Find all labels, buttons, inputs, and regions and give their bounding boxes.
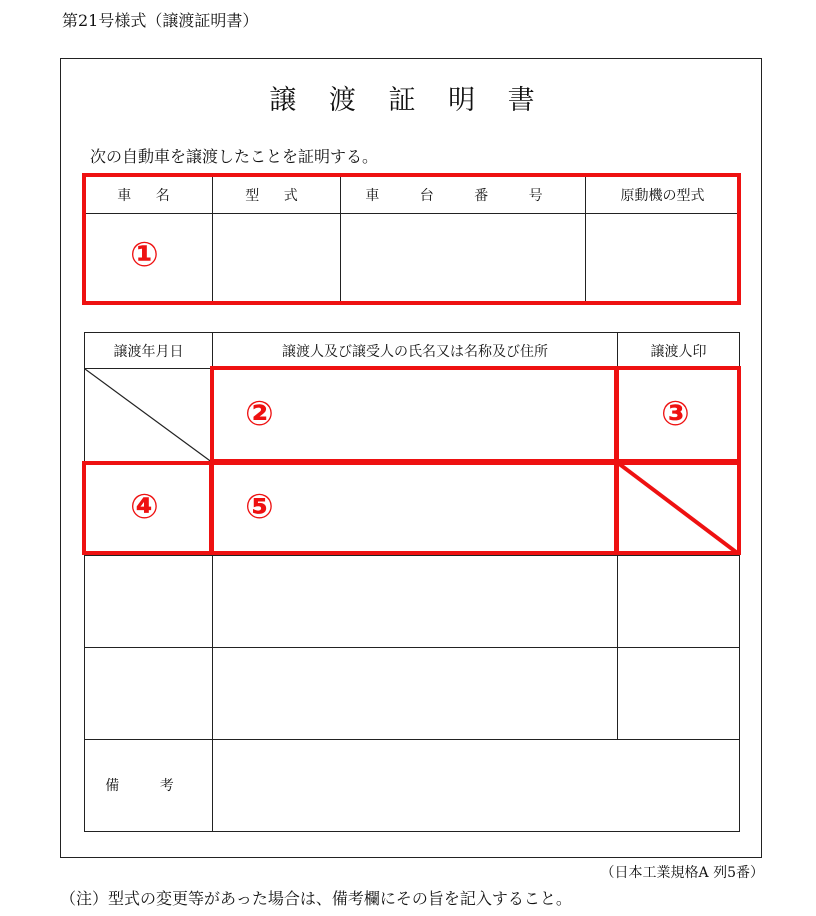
model-cell[interactable] — [213, 214, 341, 303]
header-chassis-number: 車 台 番 号 — [341, 176, 586, 214]
engine-model-cell[interactable] — [586, 214, 740, 303]
seal-cell-2 — [618, 463, 740, 555]
diagonal-line — [618, 463, 739, 554]
header-names-addresses: 譲渡人及び譲受人の氏名又は名称及び住所 — [213, 333, 618, 369]
marker-2: ② — [245, 394, 274, 434]
diagonal-line — [85, 369, 212, 462]
header-model: 型 式 — [213, 176, 341, 214]
transfer-table — [84, 332, 740, 832]
form-number: 第21号様式（譲渡証明書） — [62, 11, 259, 30]
marker-5: ⑤ — [245, 487, 274, 527]
header-engine-model: 原動機の型式 — [586, 176, 740, 214]
lead-text: 次の自動車を譲渡したことを証明する。 — [90, 147, 379, 166]
marker-4: ④ — [130, 487, 159, 527]
marker-1: ① — [130, 235, 159, 275]
transfer-date-cell-1 — [85, 369, 213, 463]
document-title: 譲 渡 証 明 書 — [269, 85, 547, 116]
footnote: （注）型式の変更等があった場合は、備考欄にその旨を記入すること。 — [60, 889, 572, 908]
transfer-date-cell-3[interactable] — [85, 555, 213, 647]
marker-3: ③ — [661, 394, 690, 434]
standard-reference: （日本工業規格A 列5番） — [600, 865, 764, 881]
names-addresses-cell-4[interactable] — [213, 647, 618, 739]
remarks-label: 備 考 — [85, 739, 213, 831]
header-transfer-date: 譲渡年月日 — [85, 333, 213, 369]
header-transferor-seal: 譲渡人印 — [618, 333, 740, 369]
chassis-number-cell[interactable] — [341, 214, 586, 303]
header-vehicle-name: 車 名 — [85, 176, 213, 214]
names-addresses-cell-3[interactable] — [213, 555, 618, 647]
vehicle-table — [84, 175, 740, 303]
seal-cell-4[interactable] — [618, 647, 740, 739]
transfer-date-cell-4[interactable] — [85, 647, 213, 739]
seal-cell-3[interactable] — [618, 555, 740, 647]
remarks-cell[interactable] — [213, 739, 740, 831]
